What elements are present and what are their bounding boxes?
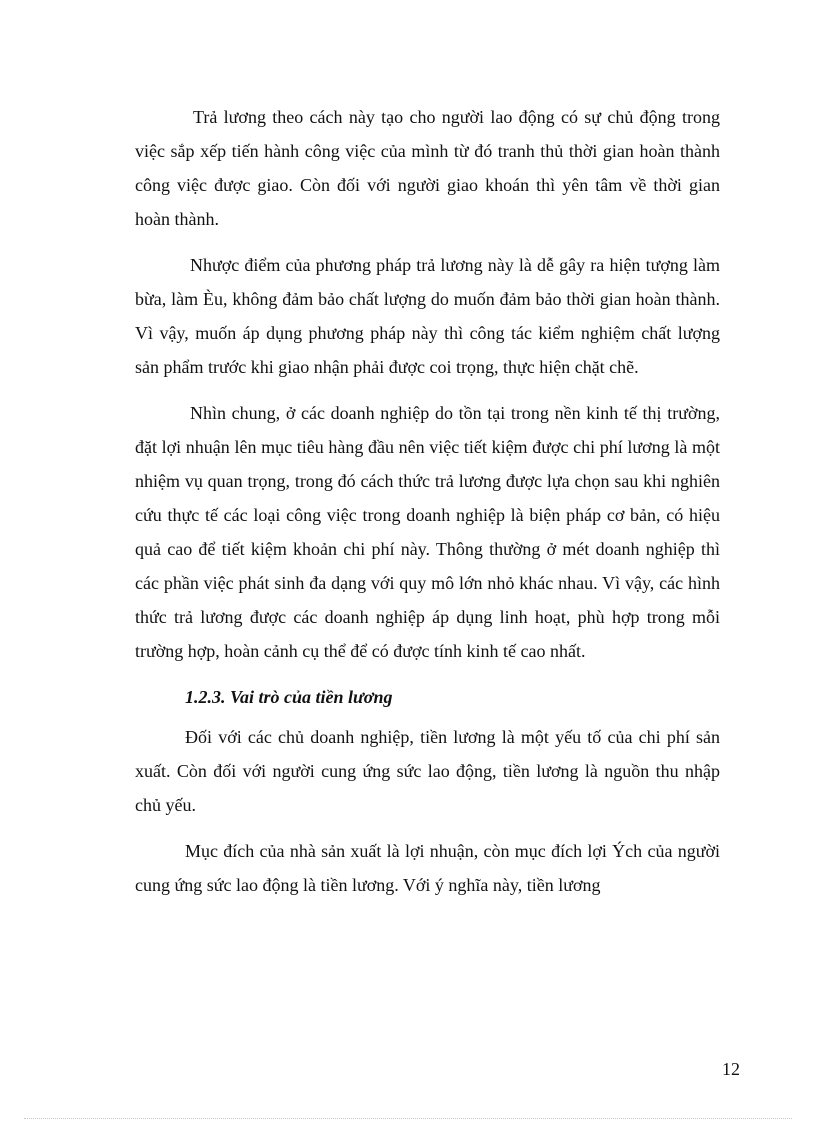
page-number: 12 [722, 1059, 740, 1079]
bottom-divider [24, 1118, 792, 1119]
paragraph-5: Mục đích của nhà sản xuất là lợi nhuận, còn mục đích lợi Ých của người cung ứng sức lao động là tiền lương. Với ý nghĩa này, tiền lương [135, 841, 720, 895]
section-heading: 1.2.3. Vai trò của tiền lương [185, 687, 393, 707]
paragraph-4: Đối với các chủ doanh nghiệp, tiền lương là một yếu tố của chi phí sản xuất. Còn đối với người cung ứng sức lao động, tiền lương là nguồn thu nhập chủ yếu. [135, 727, 720, 815]
paragraph-2: Nhược điểm của phương pháp trả lương này là dễ gây ra hiện tượng làm bừa, làm Èu, không đảm bảo chất lượng do muốn đảm bảo thời gian hoàn thành. Vì vậy, muốn áp dụng phương pháp này thì công tác kiểm nghiệm chất lượng sản phẩm trước khi giao nhận phải được coi trọng, thực hiện chặt chẽ. [135, 255, 720, 377]
paragraph-3: Nhìn chung, ở các doanh nghiệp do tồn tại trong nền kinh tế thị trường, đặt lợi nhuận lên mục tiêu hàng đầu nên việc tiết kiệm được chi phí lương là một nhiệm vụ quan trọng, trong đó cách thức trả lương được lựa chọn sau khi nghiên cứu thực tế các loại công việc trong doanh nghiệp là biện pháp cơ bản, có hiệu quả cao để tiết kiệm khoản chi phí này. Thông thường ở mét doanh nghiệp thì các phần việc phát sinh đa dạng với quy mô lớn nhỏ khác nhau. Vì vậy, các hình thức trả lương được các doanh nghiệp áp dụng linh hoạt, phù hợp trong mỗi trường hợp, hoàn cảnh cụ thể để có được tính kinh tế cao nhất. [135, 403, 720, 661]
paragraph-1: Trả lương theo cách này tạo cho người lao động có sự chủ động trong việc sắp xếp tiến hành công việc của mình từ đó tranh thủ thời gian hoàn thành công việc được giao. Còn đối với người giao khoán thì yên tâm về thời gian hoàn thành. [135, 107, 720, 229]
body-text [135, 100, 720, 914]
